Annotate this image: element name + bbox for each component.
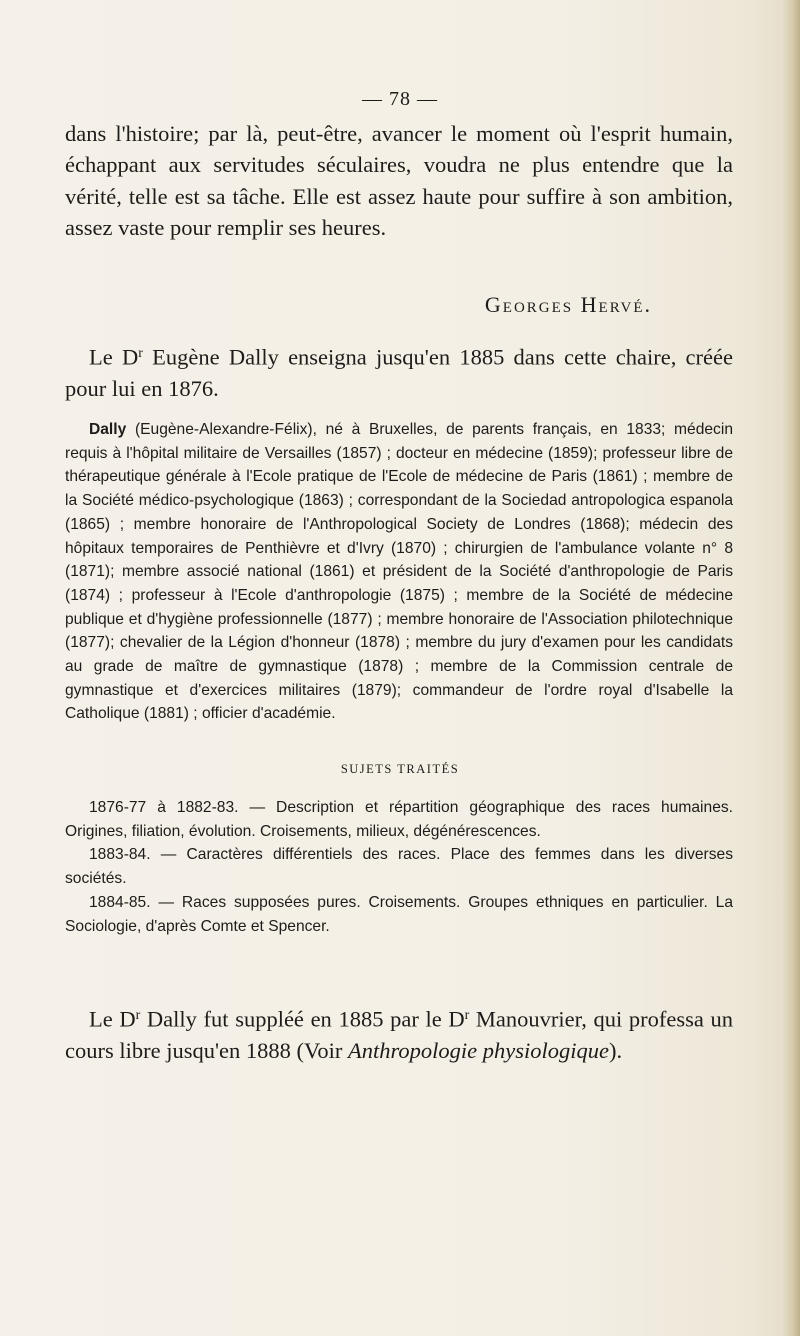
doctor-superscript: r — [138, 346, 143, 361]
paragraph-3-part-3: Manouvrier, qui professa un cours libre jusqu'en 1888 (Voir — [65, 1006, 733, 1063]
paragraph-3-part-4: ). — [609, 1037, 623, 1063]
biography-block — [65, 418, 733, 726]
book-title: Anthropologie physiologique — [347, 1037, 609, 1063]
signature: Georges Hervé. — [484, 292, 652, 317]
paragraph-3 — [65, 1000, 733, 1066]
subject-item: 1884-85. — Races supposées pures. Croisements. Groupes ethniques en particulier. La Sociologie, d'après Comte et Spencer. — [65, 893, 733, 935]
paragraph-3-block — [65, 1000, 733, 1066]
subject-item: 1883-84. — Caractères différentiels des races. Place des femmes dans les diverses sociétés. — [65, 846, 733, 888]
subjects-block — [65, 796, 733, 938]
paragraph-1-block — [65, 118, 733, 243]
paragraph-3-part-2: Dally fut suppléé en 1885 par le D — [140, 1006, 465, 1032]
biography-text — [65, 418, 733, 726]
paragraph-2 — [65, 338, 733, 404]
paragraph-1: dans l'histoire; par là, peut-être, avancer le moment où l'esprit humain, échappant aux servitudes séculaires, voudra ne plus entendre que la vérité, telle est sa tâche. Elle est assez haute pour suffire à son ambition, assez vaste pour remplir ses heures. — [65, 121, 733, 240]
doctor-superscript: r — [464, 1008, 470, 1023]
paragraph-2-start: Le D — [89, 344, 139, 370]
page-edge-shadow — [782, 0, 800, 1336]
paragraph-2-rest: Eugène Dally enseigna jusqu'en 1885 dans cette chaire, créée pour lui en 1876. — [65, 344, 733, 401]
subject-item: 1876-77 à 1882-83. — Description et répartition géographique des races humaines. Origines, filiation, évolution. Croisements, milieux, dégénérescences. — [65, 799, 733, 840]
biography-name: Dally — [89, 421, 127, 438]
paragraph-2-block — [65, 338, 733, 404]
section-heading: SUJETS TRAITÉS — [340, 762, 460, 776]
biography-body: (Eugène-Alexandre-Félix), né à Bruxelles, de parents français, en 1833; médecin requis à l'hôpital militaire de Versailles (1857) ; docteur en médecine (1859); professeur libre de thérapeutique générale à l'Ecole pratique de l'Ecole de médecine de Paris (1861) ; membre de la Société médico-psychologique (1863) ; correspondant de la Sociedad antropologica espanola (1865) ; membre honoraire de l'Anthropological Society de Londres (1868); médecin des hôpitaux temporaires de Penthièvre et d'Ivry (1870) ; chirurgien de l'ambulance volante n° 8 (1871); membre associé national (1861) et président de la Société d'anthropologie de Paris (1874) ; professeur à l'Ecole d'anthropologie (1875) ; membre de la Société de médecine publique et d'hygiène professionnelle (1877) ; membre honoraire de l'Association philotechnique (1877); chevalier de la Légion d'honneur (1878) ; membre du jury d'examen pour les candidats au grade de maître de gymnastique (1878) ; membre de la Commission centrale de gymnastique et d'exercices militaires (1879); commandeur de l'ordre royal d'Isabelle la Catholique (1881) ; officier d'académie. — [65, 421, 733, 723]
page-number: — 78 — — [362, 88, 438, 110]
paragraph-3-part-1: Le D — [89, 1006, 136, 1032]
doctor-superscript: r — [135, 1008, 141, 1023]
